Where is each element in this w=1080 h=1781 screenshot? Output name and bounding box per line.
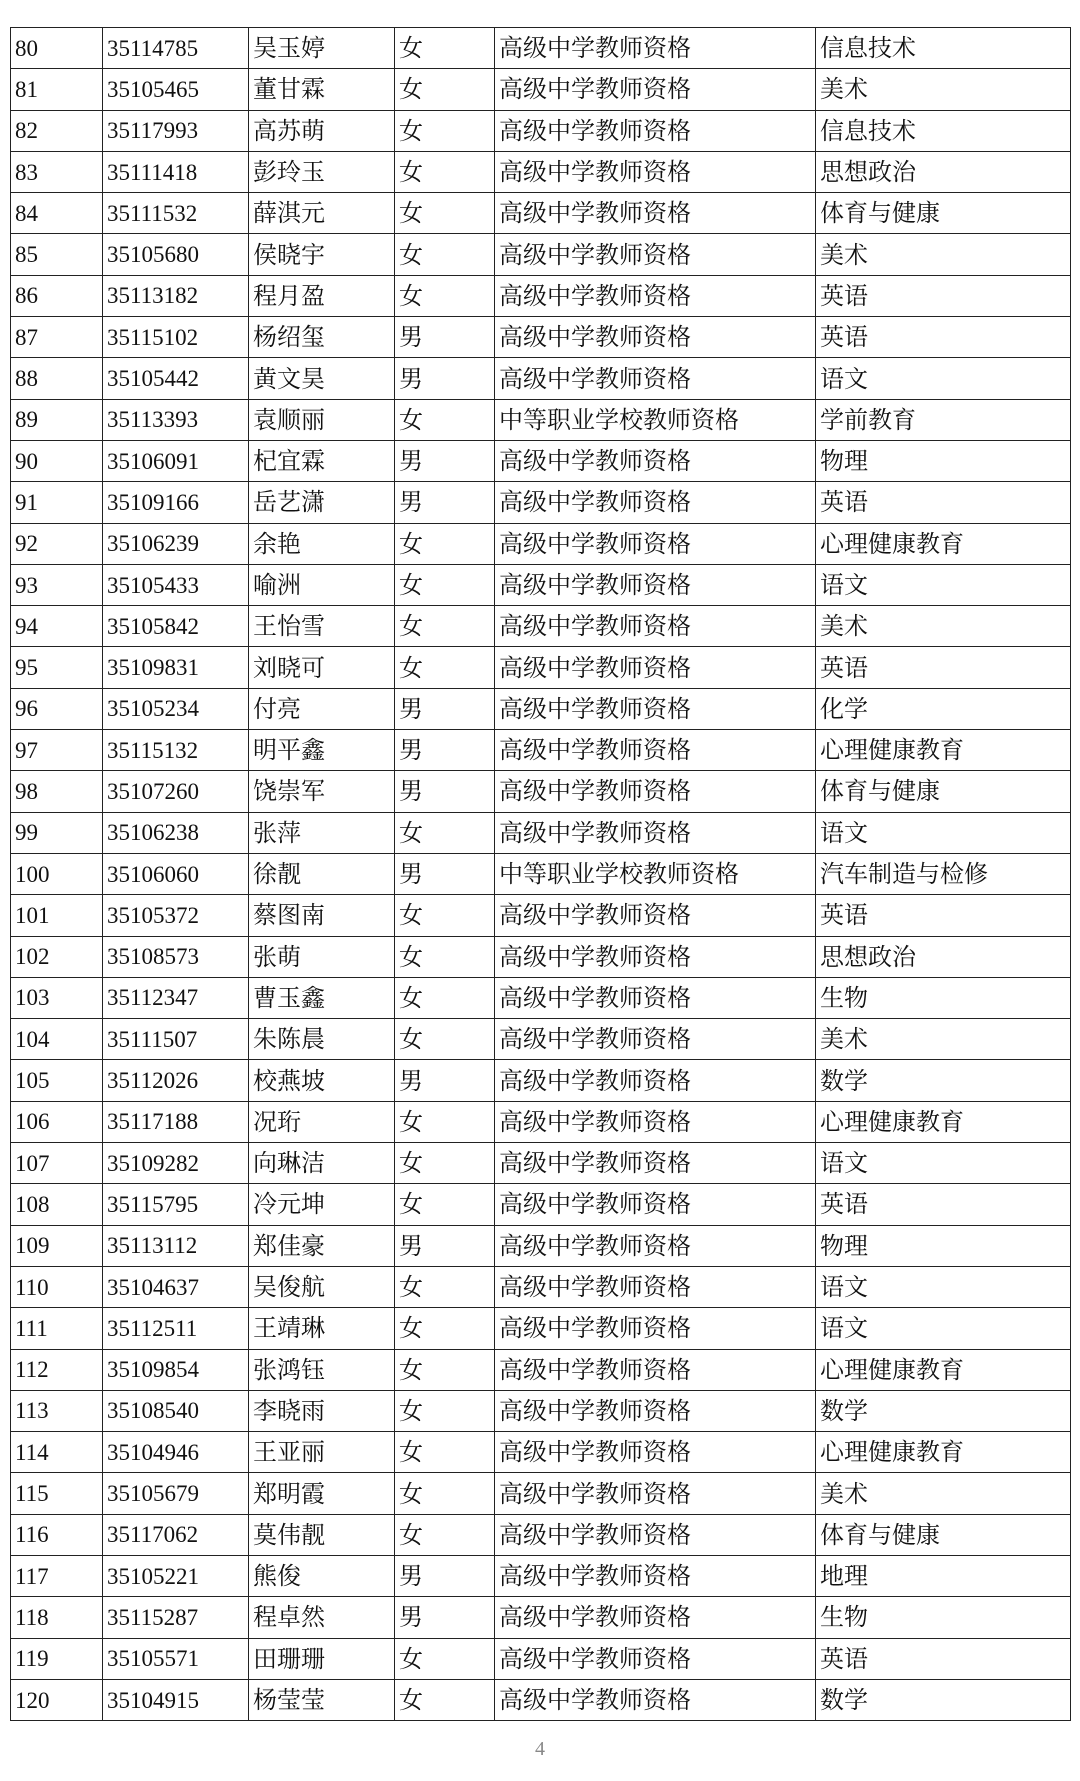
serial-number-cell: 107	[11, 1143, 103, 1184]
table-row	[11, 110, 1071, 151]
exam-id-cell: 35105442	[103, 358, 249, 399]
serial-number-cell: 85	[11, 234, 103, 275]
gender-cell: 女	[395, 275, 495, 316]
subject-cell: 美术	[816, 1019, 1071, 1060]
qualification-cell: 中等职业学校教师资格	[495, 853, 816, 894]
table-row	[11, 234, 1071, 275]
table-row	[11, 1679, 1071, 1720]
qualification-cell: 高级中学教师资格	[495, 1184, 816, 1225]
subject-cell: 数学	[816, 1679, 1071, 1720]
serial-number-cell: 114	[11, 1432, 103, 1473]
subject-cell: 生物	[816, 1597, 1071, 1638]
exam-id-cell: 35113182	[103, 275, 249, 316]
name-cell: 冷元坤	[249, 1184, 395, 1225]
exam-id-cell: 35111507	[103, 1019, 249, 1060]
name-cell: 蔡图南	[249, 895, 395, 936]
name-cell: 莫伟靓	[249, 1514, 395, 1555]
gender-cell: 男	[395, 688, 495, 729]
name-cell: 侯晓宇	[249, 234, 395, 275]
roster-table	[10, 27, 1071, 1721]
gender-cell: 女	[395, 1432, 495, 1473]
table-row	[11, 1225, 1071, 1266]
serial-number-cell: 100	[11, 853, 103, 894]
serial-number-cell: 81	[11, 69, 103, 110]
qualification-cell: 高级中学教师资格	[495, 1060, 816, 1101]
gender-cell: 男	[395, 482, 495, 523]
serial-number-cell: 105	[11, 1060, 103, 1101]
name-cell: 王怡雪	[249, 606, 395, 647]
exam-id-cell: 35106239	[103, 523, 249, 564]
gender-cell: 男	[395, 771, 495, 812]
exam-id-cell: 35105679	[103, 1473, 249, 1514]
exam-id-cell: 35113393	[103, 399, 249, 440]
serial-number-cell: 116	[11, 1514, 103, 1555]
gender-cell: 男	[395, 730, 495, 771]
qualification-cell: 高级中学教师资格	[495, 110, 816, 151]
table-row	[11, 358, 1071, 399]
exam-id-cell: 35105465	[103, 69, 249, 110]
table-row	[11, 151, 1071, 192]
name-cell: 张鸿钰	[249, 1349, 395, 1390]
subject-cell: 英语	[816, 317, 1071, 358]
qualification-cell: 高级中学教师资格	[495, 358, 816, 399]
table-row	[11, 936, 1071, 977]
subject-cell: 英语	[816, 895, 1071, 936]
table-row	[11, 812, 1071, 853]
serial-number-cell: 91	[11, 482, 103, 523]
table-row	[11, 193, 1071, 234]
serial-number-cell: 96	[11, 688, 103, 729]
serial-number-cell: 111	[11, 1308, 103, 1349]
qualification-cell: 高级中学教师资格	[495, 1555, 816, 1596]
exam-id-cell: 35109854	[103, 1349, 249, 1390]
name-cell: 袁顺丽	[249, 399, 395, 440]
name-cell: 李晓雨	[249, 1390, 395, 1431]
qualification-cell: 高级中学教师资格	[495, 151, 816, 192]
qualification-cell: 高级中学教师资格	[495, 1225, 816, 1266]
exam-id-cell: 35104915	[103, 1679, 249, 1720]
qualification-cell: 高级中学教师资格	[495, 1638, 816, 1679]
gender-cell: 女	[395, 1638, 495, 1679]
qualification-cell: 高级中学教师资格	[495, 688, 816, 729]
name-cell: 刘晓可	[249, 647, 395, 688]
subject-cell: 生物	[816, 977, 1071, 1018]
gender-cell: 男	[395, 358, 495, 399]
serial-number-cell: 89	[11, 399, 103, 440]
subject-cell: 体育与健康	[816, 193, 1071, 234]
serial-number-cell: 98	[11, 771, 103, 812]
gender-cell: 男	[395, 1225, 495, 1266]
serial-number-cell: 95	[11, 647, 103, 688]
table-row	[11, 1432, 1071, 1473]
gender-cell: 女	[395, 812, 495, 853]
qualification-cell: 高级中学教师资格	[495, 1101, 816, 1142]
gender-cell: 女	[395, 1101, 495, 1142]
serial-number-cell: 104	[11, 1019, 103, 1060]
exam-id-cell: 35105571	[103, 1638, 249, 1679]
name-cell: 程卓然	[249, 1597, 395, 1638]
page-number: 4	[535, 1738, 545, 1760]
qualification-cell: 高级中学教师资格	[495, 1143, 816, 1184]
name-cell: 杨莹莹	[249, 1679, 395, 1720]
table-row	[11, 730, 1071, 771]
serial-number-cell: 94	[11, 606, 103, 647]
exam-id-cell: 35115132	[103, 730, 249, 771]
gender-cell: 女	[395, 193, 495, 234]
name-cell: 杞宜霖	[249, 440, 395, 481]
name-cell: 饶崇军	[249, 771, 395, 812]
serial-number-cell: 117	[11, 1555, 103, 1596]
name-cell: 张萌	[249, 936, 395, 977]
serial-number-cell: 112	[11, 1349, 103, 1390]
name-cell: 张萍	[249, 812, 395, 853]
name-cell: 余艳	[249, 523, 395, 564]
qualification-cell: 高级中学教师资格	[495, 606, 816, 647]
qualification-cell: 高级中学教师资格	[495, 1266, 816, 1307]
serial-number-cell: 99	[11, 812, 103, 853]
gender-cell: 女	[395, 977, 495, 1018]
gender-cell: 女	[395, 1308, 495, 1349]
name-cell: 王亚丽	[249, 1432, 395, 1473]
exam-id-cell: 35112347	[103, 977, 249, 1018]
table-row	[11, 688, 1071, 729]
table-row	[11, 647, 1071, 688]
exam-id-cell: 35105433	[103, 564, 249, 605]
name-cell: 明平鑫	[249, 730, 395, 771]
table-row	[11, 564, 1071, 605]
exam-id-cell: 35106238	[103, 812, 249, 853]
exam-id-cell: 35109282	[103, 1143, 249, 1184]
gender-cell: 女	[395, 1143, 495, 1184]
exam-id-cell: 35112026	[103, 1060, 249, 1101]
exam-id-cell: 35105221	[103, 1555, 249, 1596]
table-row	[11, 440, 1071, 481]
serial-number-cell: 88	[11, 358, 103, 399]
exam-id-cell: 35113112	[103, 1225, 249, 1266]
gender-cell: 女	[395, 564, 495, 605]
qualification-cell: 高级中学教师资格	[495, 1679, 816, 1720]
table-row	[11, 853, 1071, 894]
qualification-cell: 高级中学教师资格	[495, 193, 816, 234]
serial-number-cell: 97	[11, 730, 103, 771]
exam-id-cell: 35117062	[103, 1514, 249, 1555]
exam-id-cell: 35111418	[103, 151, 249, 192]
exam-id-cell: 35105680	[103, 234, 249, 275]
table-row	[11, 1514, 1071, 1555]
qualification-cell: 高级中学教师资格	[495, 977, 816, 1018]
gender-cell: 女	[395, 523, 495, 564]
serial-number-cell: 83	[11, 151, 103, 192]
subject-cell: 体育与健康	[816, 1514, 1071, 1555]
qualification-cell: 高级中学教师资格	[495, 647, 816, 688]
exam-id-cell: 35106060	[103, 853, 249, 894]
exam-id-cell: 35104637	[103, 1266, 249, 1307]
subject-cell: 思想政治	[816, 936, 1071, 977]
roster-table-body	[11, 28, 1071, 1721]
gender-cell: 女	[395, 151, 495, 192]
name-cell: 朱陈晨	[249, 1019, 395, 1060]
table-row	[11, 1019, 1071, 1060]
gender-cell: 女	[395, 1266, 495, 1307]
qualification-cell: 高级中学教师资格	[495, 234, 816, 275]
exam-id-cell: 35115102	[103, 317, 249, 358]
gender-cell: 女	[395, 399, 495, 440]
name-cell: 熊俊	[249, 1555, 395, 1596]
qualification-cell: 高级中学教师资格	[495, 812, 816, 853]
qualification-cell: 高级中学教师资格	[495, 1597, 816, 1638]
serial-number-cell: 115	[11, 1473, 103, 1514]
name-cell: 校燕坡	[249, 1060, 395, 1101]
subject-cell: 数学	[816, 1390, 1071, 1431]
name-cell: 岳艺潇	[249, 482, 395, 523]
name-cell: 郑明霞	[249, 1473, 395, 1514]
gender-cell: 男	[395, 440, 495, 481]
serial-number-cell: 119	[11, 1638, 103, 1679]
subject-cell: 语文	[816, 1308, 1071, 1349]
table-row	[11, 1060, 1071, 1101]
table-row	[11, 1555, 1071, 1596]
subject-cell: 思想政治	[816, 151, 1071, 192]
table-row	[11, 523, 1071, 564]
subject-cell: 体育与健康	[816, 771, 1071, 812]
qualification-cell: 高级中学教师资格	[495, 69, 816, 110]
gender-cell: 男	[395, 317, 495, 358]
table-row	[11, 1638, 1071, 1679]
subject-cell: 信息技术	[816, 28, 1071, 69]
serial-number-cell: 108	[11, 1184, 103, 1225]
gender-cell: 男	[395, 1597, 495, 1638]
serial-number-cell: 118	[11, 1597, 103, 1638]
name-cell: 程月盈	[249, 275, 395, 316]
qualification-cell: 高级中学教师资格	[495, 895, 816, 936]
name-cell: 付亮	[249, 688, 395, 729]
table-row	[11, 1184, 1071, 1225]
exam-id-cell: 35109831	[103, 647, 249, 688]
serial-number-cell: 120	[11, 1679, 103, 1720]
subject-cell: 英语	[816, 1638, 1071, 1679]
table-row	[11, 275, 1071, 316]
subject-cell: 物理	[816, 440, 1071, 481]
subject-cell: 语文	[816, 1143, 1071, 1184]
gender-cell: 男	[395, 1555, 495, 1596]
qualification-cell: 高级中学教师资格	[495, 730, 816, 771]
exam-id-cell: 35112511	[103, 1308, 249, 1349]
qualification-cell: 高级中学教师资格	[495, 1473, 816, 1514]
table-row	[11, 977, 1071, 1018]
qualification-cell: 高级中学教师资格	[495, 936, 816, 977]
table-row	[11, 1143, 1071, 1184]
name-cell: 田珊珊	[249, 1638, 395, 1679]
name-cell: 吴俊航	[249, 1266, 395, 1307]
gender-cell: 女	[395, 110, 495, 151]
qualification-cell: 高级中学教师资格	[495, 1390, 816, 1431]
table-row	[11, 771, 1071, 812]
subject-cell: 语文	[816, 1266, 1071, 1307]
subject-cell: 数学	[816, 1060, 1071, 1101]
gender-cell: 女	[395, 1473, 495, 1514]
qualification-cell: 高级中学教师资格	[495, 564, 816, 605]
subject-cell: 美术	[816, 1473, 1071, 1514]
gender-cell: 女	[395, 936, 495, 977]
subject-cell: 语文	[816, 564, 1071, 605]
serial-number-cell: 82	[11, 110, 103, 151]
subject-cell: 心理健康教育	[816, 730, 1071, 771]
serial-number-cell: 80	[11, 28, 103, 69]
table-row	[11, 1473, 1071, 1514]
exam-id-cell: 35106091	[103, 440, 249, 481]
subject-cell: 英语	[816, 482, 1071, 523]
name-cell: 况珩	[249, 1101, 395, 1142]
table-row	[11, 1597, 1071, 1638]
serial-number-cell: 102	[11, 936, 103, 977]
exam-id-cell: 35117188	[103, 1101, 249, 1142]
subject-cell: 语文	[816, 358, 1071, 399]
subject-cell: 学前教育	[816, 399, 1071, 440]
subject-cell: 英语	[816, 275, 1071, 316]
exam-id-cell: 35114785	[103, 28, 249, 69]
serial-number-cell: 90	[11, 440, 103, 481]
name-cell: 杨绍玺	[249, 317, 395, 358]
qualification-cell: 高级中学教师资格	[495, 1432, 816, 1473]
qualification-cell: 高级中学教师资格	[495, 317, 816, 358]
serial-number-cell: 103	[11, 977, 103, 1018]
gender-cell: 女	[395, 647, 495, 688]
serial-number-cell: 93	[11, 564, 103, 605]
name-cell: 董甘霖	[249, 69, 395, 110]
exam-id-cell: 35115287	[103, 1597, 249, 1638]
table-row	[11, 399, 1071, 440]
name-cell: 薛淇元	[249, 193, 395, 234]
serial-number-cell: 87	[11, 317, 103, 358]
qualification-cell: 高级中学教师资格	[495, 523, 816, 564]
exam-id-cell: 35108540	[103, 1390, 249, 1431]
name-cell: 喻洲	[249, 564, 395, 605]
qualification-cell: 高级中学教师资格	[495, 1349, 816, 1390]
gender-cell: 女	[395, 1019, 495, 1060]
table-row	[11, 1308, 1071, 1349]
serial-number-cell: 110	[11, 1266, 103, 1307]
exam-id-cell: 35115795	[103, 1184, 249, 1225]
subject-cell: 心理健康教育	[816, 523, 1071, 564]
name-cell: 徐靓	[249, 853, 395, 894]
qualification-cell: 高级中学教师资格	[495, 1019, 816, 1060]
table-row	[11, 606, 1071, 647]
serial-number-cell: 86	[11, 275, 103, 316]
subject-cell: 信息技术	[816, 110, 1071, 151]
gender-cell: 女	[395, 69, 495, 110]
subject-cell: 化学	[816, 688, 1071, 729]
exam-id-cell: 35107260	[103, 771, 249, 812]
qualification-cell: 高级中学教师资格	[495, 1514, 816, 1555]
table-row	[11, 69, 1071, 110]
subject-cell: 物理	[816, 1225, 1071, 1266]
qualification-cell: 高级中学教师资格	[495, 28, 816, 69]
qualification-cell: 高级中学教师资格	[495, 440, 816, 481]
subject-cell: 英语	[816, 1184, 1071, 1225]
serial-number-cell: 92	[11, 523, 103, 564]
table-row	[11, 317, 1071, 358]
subject-cell: 美术	[816, 606, 1071, 647]
gender-cell: 女	[395, 1349, 495, 1390]
name-cell: 王靖琳	[249, 1308, 395, 1349]
exam-id-cell: 35111532	[103, 193, 249, 234]
subject-cell: 美术	[816, 234, 1071, 275]
gender-cell: 女	[395, 234, 495, 275]
subject-cell: 心理健康教育	[816, 1101, 1071, 1142]
exam-id-cell: 35104946	[103, 1432, 249, 1473]
qualification-cell: 高级中学教师资格	[495, 482, 816, 523]
table-row	[11, 1349, 1071, 1390]
serial-number-cell: 101	[11, 895, 103, 936]
name-cell: 高苏萌	[249, 110, 395, 151]
table-row	[11, 482, 1071, 523]
name-cell: 向琳洁	[249, 1143, 395, 1184]
exam-id-cell: 35108573	[103, 936, 249, 977]
subject-cell: 美术	[816, 69, 1071, 110]
serial-number-cell: 113	[11, 1390, 103, 1431]
qualification-cell: 高级中学教师资格	[495, 275, 816, 316]
serial-number-cell: 84	[11, 193, 103, 234]
gender-cell: 男	[395, 853, 495, 894]
table-row	[11, 1101, 1071, 1142]
serial-number-cell: 106	[11, 1101, 103, 1142]
subject-cell: 心理健康教育	[816, 1432, 1071, 1473]
gender-cell: 男	[395, 1060, 495, 1101]
subject-cell: 语文	[816, 812, 1071, 853]
gender-cell: 女	[395, 1514, 495, 1555]
name-cell: 彭玲玉	[249, 151, 395, 192]
qualification-cell: 高级中学教师资格	[495, 771, 816, 812]
gender-cell: 女	[395, 1679, 495, 1720]
name-cell: 吴玉婷	[249, 28, 395, 69]
table-row	[11, 28, 1071, 69]
name-cell: 黄文昊	[249, 358, 395, 399]
qualification-cell: 高级中学教师资格	[495, 1308, 816, 1349]
name-cell: 郑佳豪	[249, 1225, 395, 1266]
gender-cell: 女	[395, 895, 495, 936]
gender-cell: 女	[395, 1184, 495, 1225]
subject-cell: 汽车制造与检修	[816, 853, 1071, 894]
table-row	[11, 895, 1071, 936]
subject-cell: 心理健康教育	[816, 1349, 1071, 1390]
exam-id-cell: 35109166	[103, 482, 249, 523]
qualification-cell: 中等职业学校教师资格	[495, 399, 816, 440]
name-cell: 曹玉鑫	[249, 977, 395, 1018]
subject-cell: 英语	[816, 647, 1071, 688]
subject-cell: 地理	[816, 1555, 1071, 1596]
exam-id-cell: 35105842	[103, 606, 249, 647]
exam-id-cell: 35105234	[103, 688, 249, 729]
serial-number-cell: 109	[11, 1225, 103, 1266]
table-row	[11, 1266, 1071, 1307]
gender-cell: 女	[395, 606, 495, 647]
exam-id-cell: 35117993	[103, 110, 249, 151]
table-row	[11, 1390, 1071, 1431]
exam-id-cell: 35105372	[103, 895, 249, 936]
gender-cell: 女	[395, 1390, 495, 1431]
gender-cell: 女	[395, 28, 495, 69]
